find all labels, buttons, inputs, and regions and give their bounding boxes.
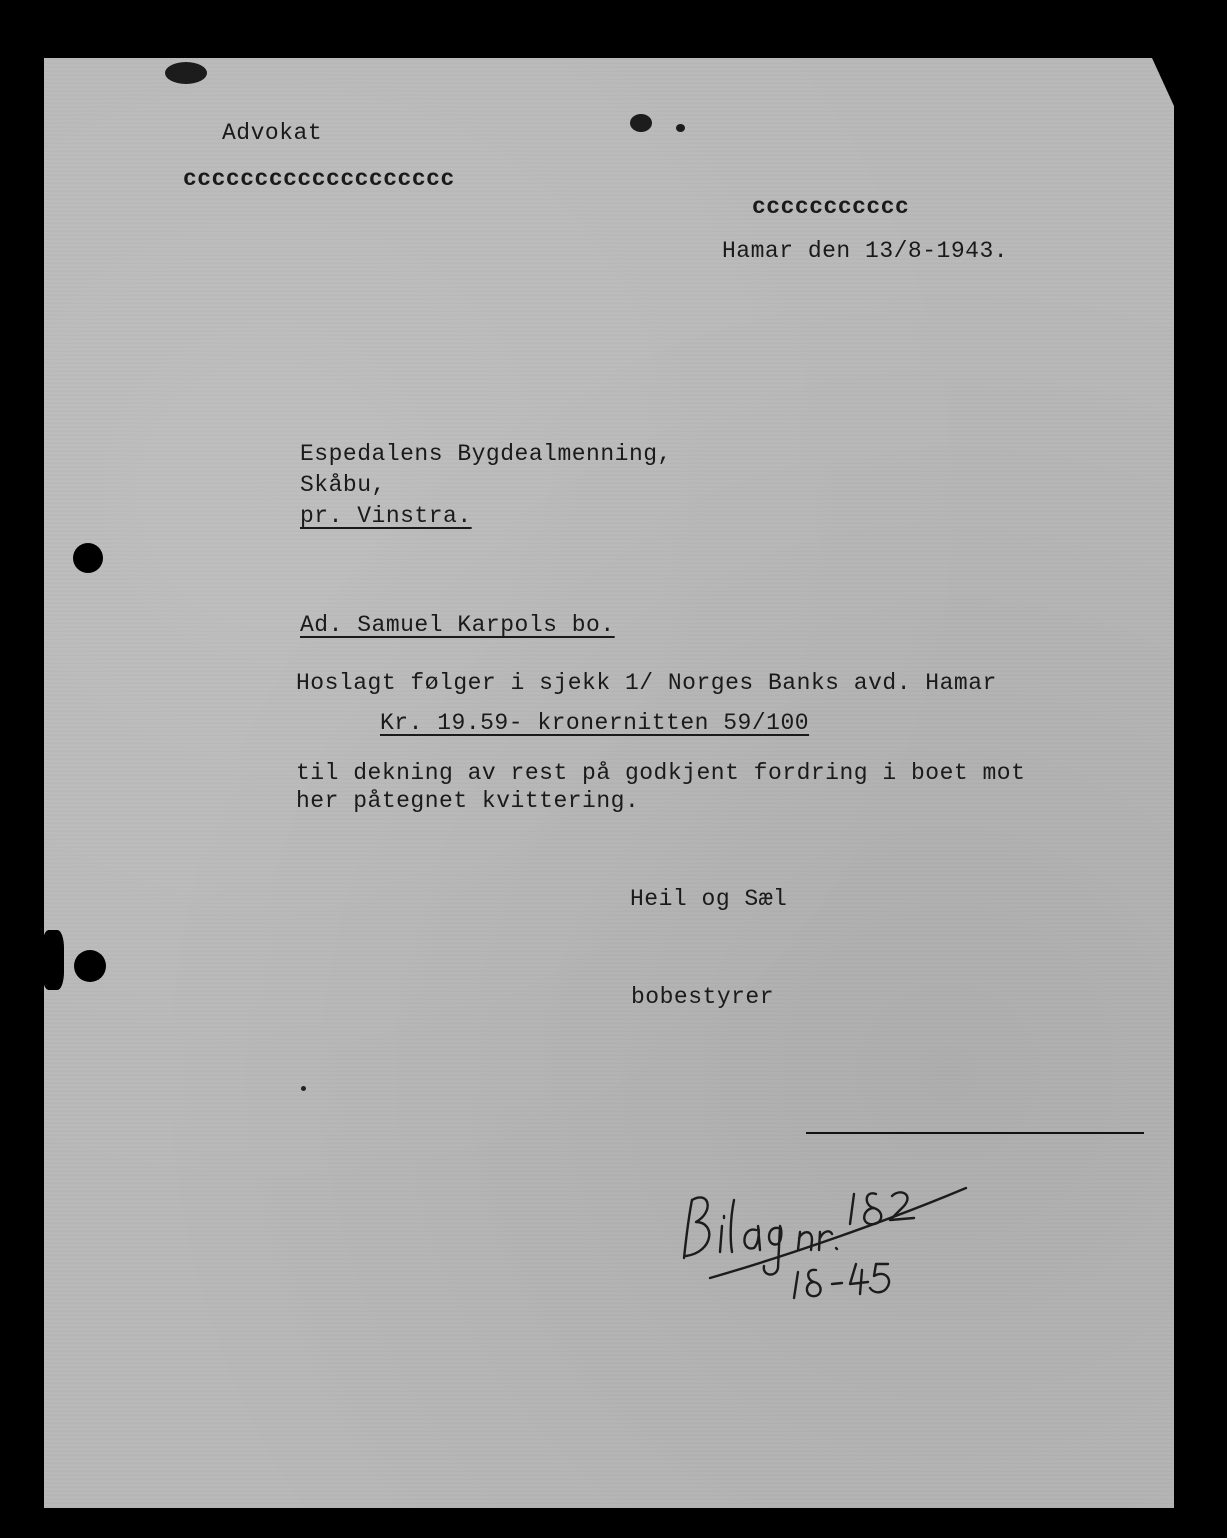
punch-hole-upper (73, 543, 103, 573)
date-line: Hamar den 13/8-1943. (722, 238, 1009, 264)
body-line-3: til dekning av rest på godkjent fordring i boet mot (296, 760, 1026, 786)
body-line-1: Hoslagt følger i sjekk 1/ Norges Banks avd. Hamar (296, 670, 997, 696)
folded-corner (1152, 58, 1174, 106)
body-amount: Kr. 19.59- kronernitten 59/100 (380, 710, 810, 736)
signature-line (806, 1132, 1144, 1134)
ink-smudge (165, 62, 207, 84)
body-line-4: her påtegnet kvittering. (296, 788, 640, 814)
letterhead-redacted-left: ccccccccccccccccccc (183, 166, 455, 192)
letterhead-redacted-right: ccccccccccc (752, 194, 910, 220)
ink-smudge (676, 124, 685, 132)
stray-mark (301, 1086, 306, 1091)
ink-smudge (630, 114, 652, 132)
punch-hole-lower (74, 950, 106, 982)
closing-title: bobestyrer (631, 984, 775, 1010)
letterhead-title: Advokat (222, 120, 323, 146)
recipient-line-1: Espedalens Bygdealmenning, (300, 441, 672, 467)
subject-line: Ad. Samuel Karpols bo. (300, 612, 615, 638)
torn-edge (42, 930, 64, 990)
handwritten-annotation (670, 1160, 980, 1310)
recipient-line-2: Skåbu, (300, 472, 386, 498)
recipient-line-3: pr. Vinstra. (300, 503, 472, 529)
closing-greeting: Heil og Sæl (630, 886, 788, 912)
